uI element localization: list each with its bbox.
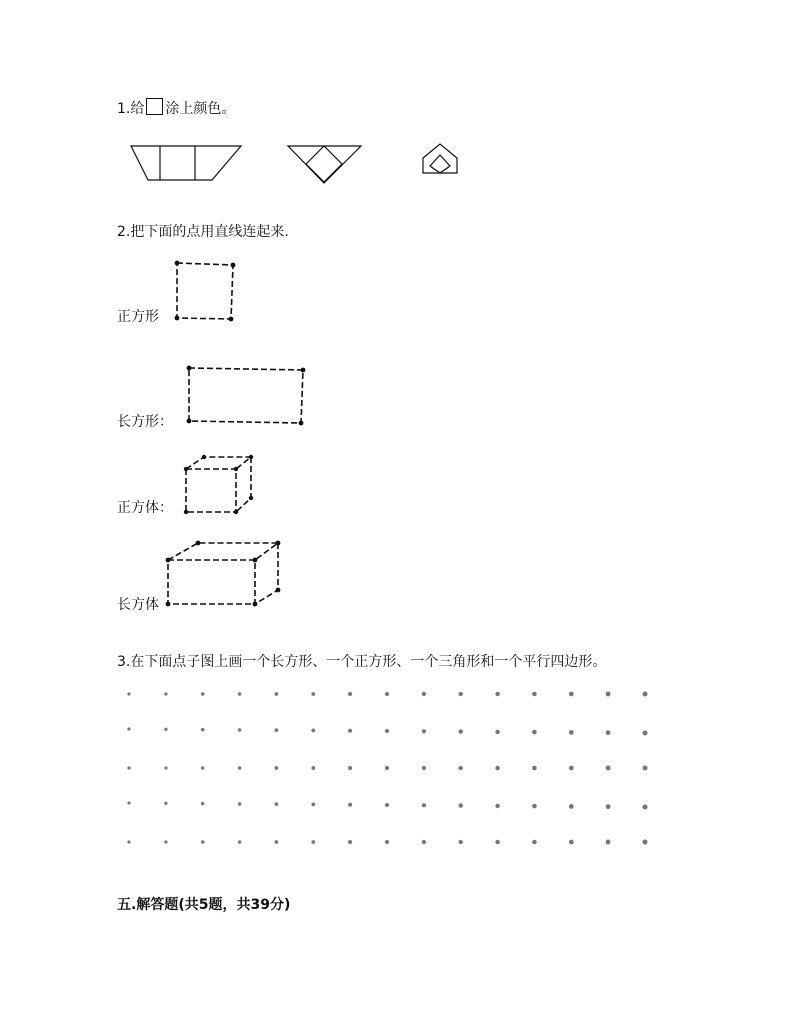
q1-prefix: 1.给 <box>117 101 145 117</box>
label-rectangle: 长方形： <box>117 414 173 430</box>
grid-dot[interactable] <box>643 805 648 810</box>
grid-dot[interactable] <box>127 766 130 769</box>
grid-dot[interactable] <box>422 766 426 770</box>
grid-dot[interactable] <box>311 728 315 732</box>
grid-dot[interactable] <box>643 692 648 697</box>
grid-dot[interactable] <box>459 766 463 770</box>
grid-dot[interactable] <box>422 692 426 696</box>
grid-dot[interactable] <box>385 729 389 733</box>
grid-dot[interactable] <box>201 840 204 843</box>
grid-dot[interactable] <box>495 692 499 696</box>
grid-dot[interactable] <box>238 802 242 806</box>
grid-dot[interactable] <box>606 840 611 845</box>
grid-dot[interactable] <box>606 804 611 809</box>
grid-dot[interactable] <box>569 730 574 735</box>
grid-dot[interactable] <box>459 729 463 733</box>
grid-dot[interactable] <box>495 804 499 808</box>
grid-dot[interactable] <box>348 729 352 733</box>
grid-dot[interactable] <box>643 766 648 771</box>
label-square: 正方形 <box>117 309 159 325</box>
grid-dot[interactable] <box>532 730 537 735</box>
grid-dot[interactable] <box>385 803 389 807</box>
grid-dot[interactable] <box>606 692 611 697</box>
label-cube: 正方体： <box>117 500 173 516</box>
grid-dot[interactable] <box>201 692 204 695</box>
grid-dot[interactable] <box>495 730 499 734</box>
grid-dot[interactable] <box>348 840 352 844</box>
grid-dot[interactable] <box>422 729 426 733</box>
grid-dot[interactable] <box>127 801 130 804</box>
grid-dot[interactable] <box>422 803 426 807</box>
grid-dot[interactable] <box>275 728 279 732</box>
grid-dot[interactable] <box>495 840 499 844</box>
grid-dot[interactable] <box>643 731 648 736</box>
grid-dot[interactable] <box>532 692 537 697</box>
grid-dot[interactable] <box>459 692 463 696</box>
grid-dot[interactable] <box>569 840 574 845</box>
grid-dot[interactable] <box>348 766 352 770</box>
label-cuboid: 长方体 <box>117 597 159 613</box>
grid-dot[interactable] <box>201 728 204 731</box>
grid-dot[interactable] <box>311 802 315 806</box>
grid-dot[interactable] <box>569 804 574 809</box>
grid-dot[interactable] <box>201 802 204 805</box>
grid-dot[interactable] <box>238 766 242 770</box>
grid-dot[interactable] <box>127 727 130 730</box>
grid-dot[interactable] <box>311 692 315 696</box>
q1-suffix: 涂上颜色。 <box>165 101 236 117</box>
grid-dot[interactable] <box>164 728 167 731</box>
grid-dot[interactable] <box>238 728 242 732</box>
grid-dot[interactable] <box>606 766 611 771</box>
grid-dot[interactable] <box>348 803 352 807</box>
grid-dot[interactable] <box>459 803 463 807</box>
grid-dot[interactable] <box>348 692 352 696</box>
grid-dot[interactable] <box>127 692 130 695</box>
grid-dot[interactable] <box>643 840 648 845</box>
grid-dot[interactable] <box>569 766 574 771</box>
grid-dot[interactable] <box>532 766 537 771</box>
q2-instruction: 2.把下面的点用直线连起来. <box>117 224 289 240</box>
grid-dot[interactable] <box>385 692 389 696</box>
grid-dot[interactable] <box>385 840 389 844</box>
grid-dot[interactable] <box>238 692 242 696</box>
grid-dot[interactable] <box>311 840 315 844</box>
section5-title: 五.解答题(共5题，共39分) <box>117 897 291 913</box>
grid-dot[interactable] <box>164 766 167 769</box>
grid-dot[interactable] <box>275 840 279 844</box>
grid-dot[interactable] <box>164 802 167 805</box>
grid-dot[interactable] <box>275 802 279 806</box>
grid-dot[interactable] <box>164 840 167 843</box>
grid-dot[interactable] <box>422 840 426 844</box>
grid-dot[interactable] <box>275 766 279 770</box>
grid-dot[interactable] <box>459 840 463 844</box>
grid-dot[interactable] <box>311 766 315 770</box>
grid-dot[interactable] <box>275 692 279 696</box>
grid-dot[interactable] <box>238 840 242 844</box>
grid-dot[interactable] <box>532 840 537 845</box>
grid-dot[interactable] <box>385 766 389 770</box>
grid-dot[interactable] <box>532 804 537 809</box>
grid-dot[interactable] <box>569 692 574 697</box>
grid-dot[interactable] <box>164 692 167 695</box>
grid-dot[interactable] <box>127 840 130 843</box>
grid-dot[interactable] <box>201 766 204 769</box>
grid-dot[interactable] <box>606 730 611 735</box>
q3-instruction: 3.在下面点子图上画一个长方形、一个正方形、一个三角形和一个平行四边形。 <box>117 654 607 670</box>
grid-dot[interactable] <box>495 766 499 770</box>
